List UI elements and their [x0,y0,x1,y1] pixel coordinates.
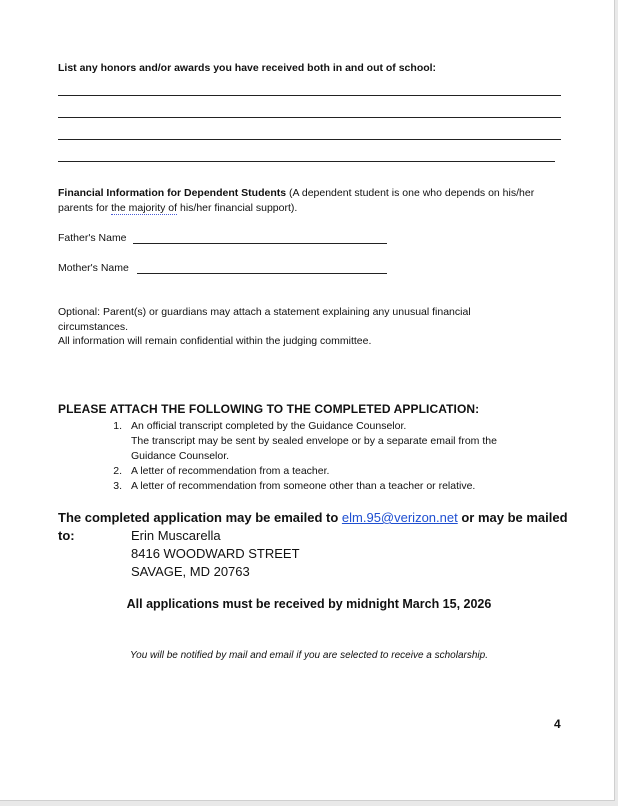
financial-heading-bold: Financial Information for Dependent Students [58,187,287,199]
financial-line2-post: his/her financial support). [177,202,298,214]
honors-prompt: List any honors and/or awards you have received both in and out of school: [58,62,437,74]
answer-line-2[interactable] [58,117,561,118]
attach-item-2-line-1: A letter of recommendation from a teacher. [131,465,330,477]
answer-line-4[interactable] [58,161,555,162]
attach-item-1-line-3: Guidance Counselor. [131,450,230,462]
optional-line-2: circumstances. [58,320,129,333]
page-number: 4 [554,717,561,731]
mailing-post: or may be mailed [457,510,568,525]
father-name-label: Father's Name [58,232,127,244]
mother-name-label: Mother's Name [58,262,129,274]
notification-note: You will be notified by mail and email if you are selected to receive a scholarship. [130,650,488,661]
recipient-street: 8416 WOODWARD STREET [131,546,300,561]
mailing-pre: The completed application may be emailed to [58,510,342,525]
attach-item-3-number: 3. [113,480,122,492]
answer-line-3[interactable] [58,139,561,140]
financial-heading-rest: (A dependent student is one who depends on his/her [286,187,535,199]
deadline-text: All applications must be received by midnight March 15, 2026 [126,597,492,611]
mother-name-field[interactable] [137,273,387,274]
mailing-line [58,510,568,525]
answer-line-1[interactable] [58,95,561,96]
recipient-name: Erin Muscarella [131,528,221,543]
email-link[interactable]: elm.95@verizon.net [341,510,458,525]
attach-item-1-line-2: The transcript may be sent by sealed envelope or by a separate email from the [131,435,497,447]
mailing-address [131,527,300,581]
attach-list [0,419,614,499]
financial-line2-dotted: the majority of [111,202,178,214]
attach-heading: PLEASE ATTACH THE FOLLOWING TO THE COMPLETED APPLICATION: [58,402,480,416]
recipient-city: SAVAGE, MD 20763 [131,564,250,579]
father-name-field[interactable] [133,243,387,244]
attach-item-1-number: 1. [113,420,122,432]
optional-line-1: Optional: Parent(s) or guardians may attach a statement explaining any unusual financial [58,306,471,318]
mother-name-row [58,261,129,276]
financial-line2-pre: parents for [58,202,112,214]
optional-statement [58,305,578,349]
father-name-row [58,231,127,246]
attach-item-2-number: 2. [113,465,122,477]
financial-heading [58,186,568,201]
attach-item-1-line-1: An official transcript completed by the Guidance Counselor. [131,420,407,432]
confidential-note: All information will remain confidential within the judging committee. [58,335,372,347]
mailing-to-label: to: [58,528,75,543]
financial-line2 [58,201,297,216]
attach-item-3-line-1: A letter of recommendation from someone other than a teacher or relative. [131,480,476,492]
